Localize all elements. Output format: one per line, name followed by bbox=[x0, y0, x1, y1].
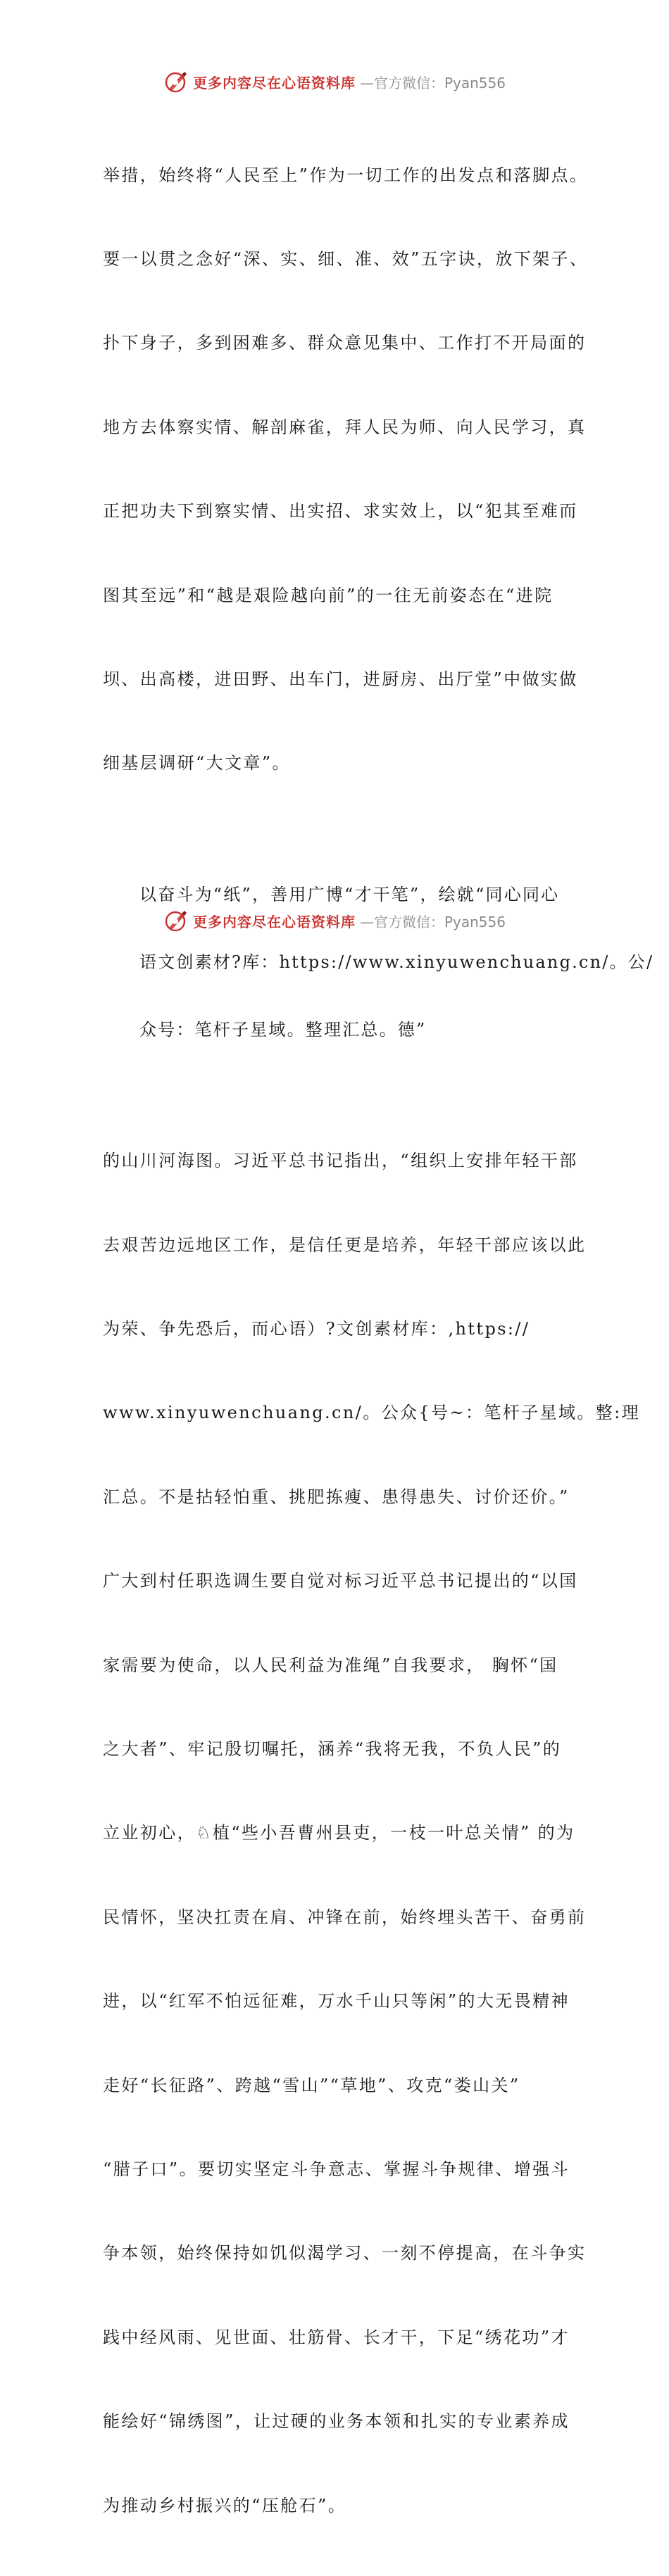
banner-wechat-text: —官方微信：Pyan556 bbox=[359, 74, 506, 91]
header-banner-content bbox=[163, 69, 506, 94]
text-line: 正把功夫下到察实情、出实招、求实效上，以“犯其至难而 bbox=[103, 501, 578, 522]
text-line: 践中经风雨、见世面、壮筋骨、长才干，下足“绣花功”才 bbox=[103, 2327, 570, 2347]
footer-banner-content bbox=[163, 908, 506, 933]
paragraph-1 bbox=[103, 106, 596, 834]
header-banner bbox=[0, 68, 669, 96]
text-line: 举措，始终将“人民至上”作为一切工作的出发点和落脚点。 bbox=[103, 165, 589, 185]
banner-brand-text: 更多内容尽在心语资料库 bbox=[192, 913, 356, 930]
footer-banner bbox=[0, 907, 669, 935]
text-line: 众号：笔杆子星域。整理汇总。德” bbox=[139, 1019, 427, 1040]
text-line: “腊子口”。要切实坚定斗争意志、掌握斗争规律、增强斗 bbox=[103, 2159, 570, 2179]
pen-logo-icon bbox=[163, 69, 189, 94]
text-line: 走好“长征路”、跨越“雪山”“草地”、攻克“娄山关” bbox=[103, 2075, 520, 2095]
text-line: 要一以贯之念好“深、实、细、准、效”五字诀，放下架子、 bbox=[103, 248, 589, 269]
text-line: 去艰苦边远地区工作，是信任更是培养，年轻干部应该以此 bbox=[103, 1235, 587, 1255]
text-line: 坝、出高楼，进田野、出车门，进厨房、出厅堂”中做实做 bbox=[103, 669, 578, 689]
text-line: 的山川河海图。习近平总书记指出，“组织上安排年轻干部 bbox=[103, 1151, 578, 1171]
text-line: 民情怀，坚决扛责在肩、冲锋在前，始终埋头苦干、奋勇前 bbox=[103, 1907, 587, 1927]
document-body bbox=[103, 106, 654, 2576]
indented-block bbox=[139, 838, 654, 1086]
paragraph-2 bbox=[103, 1092, 641, 2576]
text-line: 语文创素材?库：https://www.xinyuwenchuang.cn/。公/ bbox=[139, 952, 654, 972]
text-line: 以奋斗为“纸”，善用广博“才干笔”，绘就“同心同心 bbox=[139, 884, 560, 904]
text-line: 之大者”、牢记殷切嘱托，涵养“我将无我，不负人民”的 bbox=[103, 1739, 562, 1760]
text-line: 细基层调研“大文章”。 bbox=[103, 753, 291, 774]
text-line: 为推动乡村振兴的“压舱石”。 bbox=[103, 2495, 347, 2515]
text-line: 进，以“红军不怕远征难，万水千山只等闲”的大无畏精神 bbox=[103, 1991, 570, 2012]
text-line: 广大到村任职选调生要自觉对标习近平总书记提出的“以国 bbox=[103, 1571, 578, 1591]
text-line: 立业初心，♘植“些小吾曹州县吏，一枝一叶总关情” 的为 bbox=[103, 1823, 575, 1843]
text-line: 家需要为使命，以人民利益为准绳”自我要求， 胸怀“国 bbox=[103, 1655, 558, 1675]
text-line: 图其至远”和“越是艰险越向前”的一往无前姿态在“进院 bbox=[103, 585, 554, 605]
text-line: www.xinyuwenchuang.cn/。公众{号~：笔杆子星域。整:理 bbox=[103, 1403, 641, 1423]
text-line: 能绘好“锦绣图”，让过硬的业务本领和扎实的专业素养成 bbox=[103, 2411, 570, 2432]
pen-logo-icon bbox=[163, 908, 189, 933]
text-line: 扑下身子，多到困难多、群众意见集中、工作打不开局面的 bbox=[103, 333, 587, 353]
text-line: 争本领，始终保持如饥似渴学习、一刻不停提高，在斗争实 bbox=[103, 2243, 587, 2264]
banner-brand-text: 更多内容尽在心语资料库 bbox=[192, 74, 356, 91]
banner-wechat-text: —官方微信：Pyan556 bbox=[359, 913, 506, 930]
text-line: 为荣、争先恐后，而心语）?文创素材库：,https:// bbox=[103, 1319, 530, 1339]
text-line: 地方去体察实情、解剖麻雀，拜人民为师、向人民学习，真 bbox=[103, 417, 587, 437]
text-line: 汇总。不是拈轻怕重、挑肥拣瘦、患得患失、讨价还价。” bbox=[103, 1486, 570, 1507]
